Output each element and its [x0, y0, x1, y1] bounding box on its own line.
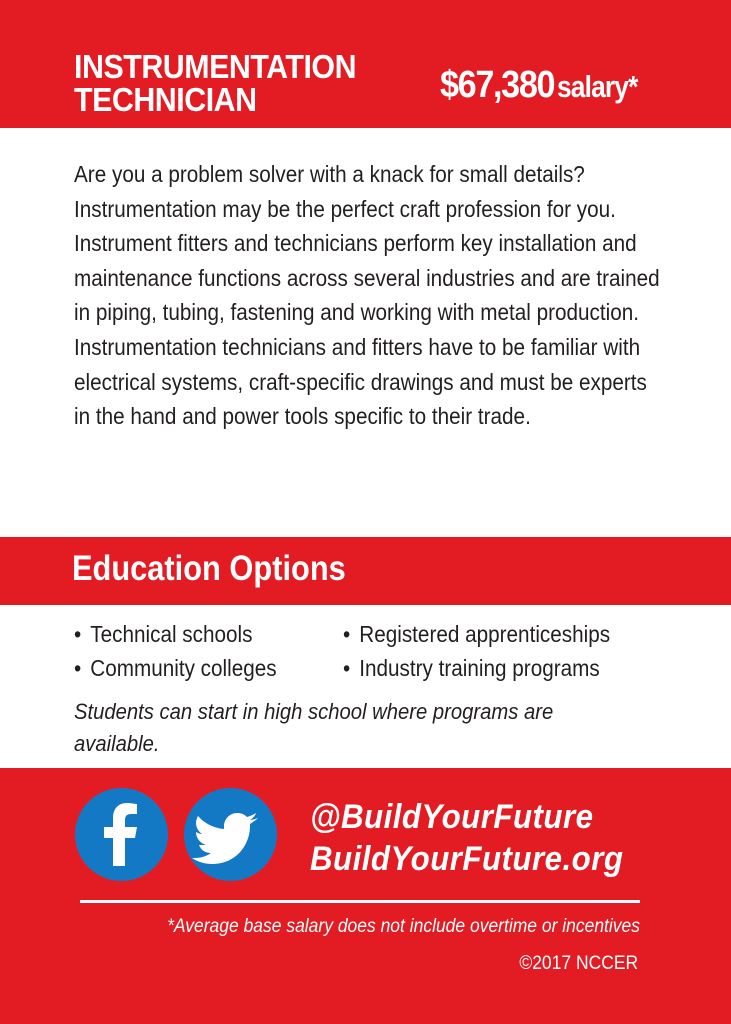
job-description: Are you a problem solver with a knack for small details? Instrumentation may be the perfect craft profession for you. Instrument fitters and technicians perform key installation and maintenance functions across several industries and are trained in piping, tubing, fastening and working with metal production. Instrumentation technicians and fitters have to be familiar with electrical systems, craft-specific drawings and must be experts in the hand and power tools specific to their trade. [74, 161, 660, 430]
salary [440, 64, 652, 107]
social-handle: @BuildYourFuture [310, 798, 594, 836]
twitter-icon-glyph [184, 788, 277, 881]
education-note: Students can start in high school where programs are available. [74, 699, 554, 756]
job-title-line-1: INSTRUMENTATION [74, 48, 357, 85]
education-option: • Registered apprenticeships [343, 617, 610, 651]
salary-amount: $67,380 [440, 64, 555, 106]
job-title-line-2: TECHNICIAN [74, 81, 257, 118]
website-link[interactable]: BuildYourFuture.org [310, 840, 624, 878]
footer-divider [80, 900, 640, 903]
facebook-icon-glyph [75, 788, 168, 881]
education-title: Education Options [72, 549, 346, 588]
education-option: • Community colleges [74, 651, 277, 685]
copyright: ©2017 NCCER [519, 953, 638, 974]
salary-suffix: salary* [557, 69, 638, 104]
salary-disclaimer: *Average base salary does not include overtime or incentives [167, 916, 640, 937]
facebook-icon[interactable] [75, 788, 168, 881]
education-option: • Industry training programs [343, 651, 610, 685]
job-title [74, 50, 387, 116]
education-option: • Technical schools [74, 617, 277, 651]
education-options-left [74, 617, 277, 685]
twitter-icon[interactable] [184, 788, 277, 881]
education-options-right [343, 617, 610, 685]
